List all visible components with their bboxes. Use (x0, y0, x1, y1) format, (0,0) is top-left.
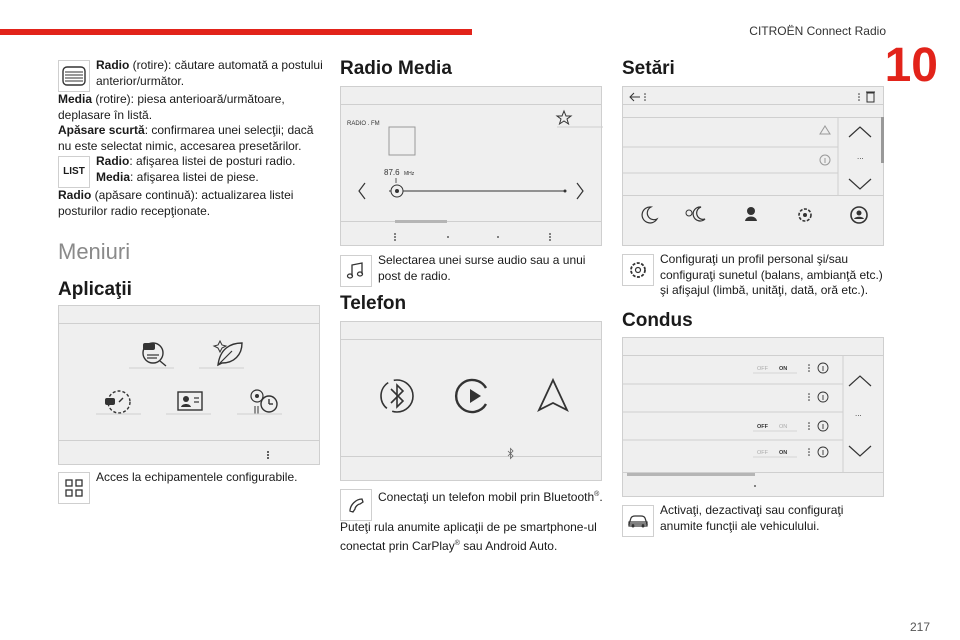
apps-grid-icon (64, 478, 84, 498)
radio-frequency-unit: MHz (404, 171, 415, 177)
svg-text:...: ... (855, 409, 862, 418)
phone-heading: Telefon (340, 293, 407, 314)
phone-handset-icon-box (340, 489, 372, 521)
phone-screen (340, 321, 602, 481)
apps-screen-drawing (59, 306, 321, 466)
header-red-bar (0, 29, 472, 35)
short-press-para (58, 123, 324, 154)
radio-desc-text: Selectarea unei surse audio sau a unui post de radio. (378, 253, 586, 283)
settings-screen-drawing (623, 87, 885, 247)
drive-row4-on[interactable]: ON (779, 450, 788, 456)
drive-page-indicator (627, 473, 755, 476)
drive-row4-off[interactable]: OFF (757, 450, 768, 456)
radio-source-label: RADIO . FM (347, 121, 380, 127)
timer-app-icon[interactable] (105, 391, 130, 413)
messages-app-icon[interactable] (143, 343, 166, 366)
drive-row2-info-icon[interactable] (818, 392, 828, 402)
settings-back-arrow-icon[interactable] (630, 93, 640, 101)
settings-scrollbar[interactable] (881, 117, 884, 163)
radio-list-text: : afişarea listei de posturi radio. (129, 154, 296, 168)
phone-handset-icon (346, 495, 366, 515)
drive-row4-dots-icon[interactable] (808, 448, 810, 456)
phone-desc-sup-1: ® (594, 491, 600, 498)
radio-album-art (389, 127, 415, 155)
drive-row3-dots-icon[interactable] (808, 422, 810, 430)
settings-scroll-up-icon[interactable] (849, 127, 871, 137)
drive-row1-off[interactable]: OFF (757, 366, 768, 372)
header-title: CITROËN Connect Radio (749, 24, 886, 38)
settings-gear-icon (627, 259, 649, 281)
long-press-text: (apăsare continuă): actualizarea listei posturilor radio recepţionate. (58, 188, 294, 218)
media-rotate-text: (rotire): piesa anterioară/următoare, deplasare în listă. (58, 92, 285, 122)
drive-scroll-up-icon[interactable] (849, 376, 871, 386)
drive-desc-block (622, 503, 888, 537)
settings-desc-block (622, 252, 888, 299)
drive-heading: Condus (622, 310, 693, 331)
radio-desc-block (340, 253, 606, 287)
phone-desc-text-1-end: . (599, 490, 603, 504)
phone-desc-text-2b: sau Android Auto. (459, 538, 558, 553)
list-button-block (58, 154, 324, 188)
phone-bluetooth-status-icon (508, 449, 513, 459)
radio-menu-dots-icon[interactable] (394, 233, 396, 241)
radio-screen (340, 86, 602, 246)
profile-settings-icon[interactable] (745, 207, 757, 221)
phone-desc-block (340, 487, 606, 521)
media-label: Media (58, 92, 93, 106)
radio-more-options-icon[interactable] (549, 233, 551, 241)
svg-text:...: ... (857, 152, 864, 161)
list-icon: LIST (63, 166, 85, 178)
drive-row3-info-icon[interactable] (818, 421, 828, 431)
apps-screen (58, 305, 320, 465)
settings-screen (622, 86, 884, 246)
car-icon-box (622, 505, 654, 537)
brightness-mode-icon[interactable] (686, 207, 705, 221)
drive-screen-drawing (623, 338, 885, 498)
drive-row2-dots-icon[interactable] (808, 393, 810, 401)
phone-desc-block-2 (340, 520, 606, 554)
contacts-app-icon[interactable] (178, 392, 202, 410)
settings-warning-icon (820, 126, 830, 134)
settings-desc-text: Configuraţi un profil personal şi/sau configuraţi sunetul (balans, ambianţă etc.) şi afişajul (limbă, unităţi, dată, oră etc.). (660, 252, 883, 297)
radio-label: Radio (96, 58, 130, 72)
day-night-mode-icon[interactable] (642, 207, 657, 223)
settings-gear-icon-box (622, 254, 654, 286)
long-press-para (58, 188, 324, 219)
drive-row3-on[interactable]: ON (779, 424, 788, 430)
phone-desc-text-2a: Puteţi rula anumite aplicaţii de pe smartphone-ul conectat prin CarPlay (340, 520, 597, 553)
phone-desc-sup-2: ® (454, 539, 460, 547)
menus-heading: Meniuri (58, 239, 131, 264)
phone-desc-text-1: Conectaţi un telefon mobil prin Bluetooth (378, 490, 595, 504)
settings-info-icon (820, 155, 830, 165)
climate-timer-icon[interactable] (251, 390, 277, 414)
radio-favorite-star-icon[interactable] (557, 111, 571, 124)
settings-delete-icon[interactable] (866, 92, 875, 102)
music-note-icon-box (340, 255, 372, 287)
drive-screen (622, 337, 884, 497)
drive-row4-info-icon[interactable] (818, 447, 828, 457)
knob-icon-box (58, 60, 90, 92)
drive-row1-dots-icon[interactable] (808, 364, 810, 372)
drive-row1-info-icon[interactable] (818, 363, 828, 373)
radio-screen-drawing (341, 87, 603, 247)
settings-heading: Setări (622, 58, 675, 79)
knob-icon (61, 63, 87, 89)
page-number: 217 (909, 620, 930, 634)
settings-left-dots-icon[interactable] (644, 93, 646, 101)
radio-list-label: Radio (96, 154, 130, 168)
media-list-label: Media (96, 169, 131, 184)
chapter-number: 10 (884, 39, 938, 92)
apps-desc-text: Acces la echipamentele configurabile. (96, 470, 298, 484)
drive-scroll-down-icon[interactable] (849, 446, 871, 456)
radio-tuning-slider-knob[interactable] (391, 185, 403, 197)
phone-screen-drawing (341, 322, 603, 482)
short-press-label: Apăsare scurtă (58, 123, 145, 137)
apps-more-options-icon[interactable] (267, 451, 269, 459)
music-note-icon (346, 261, 366, 281)
privacy-settings-icon[interactable] (851, 207, 867, 223)
eco-leaf-icon[interactable] (214, 341, 242, 365)
radio-next-icon[interactable] (577, 183, 583, 199)
knob-radio-media-block (58, 58, 324, 92)
car-icon (627, 512, 649, 530)
radio-prev-icon[interactable] (359, 183, 365, 199)
drive-row3-off[interactable]: OFF (757, 424, 768, 430)
apps-heading: Aplicaţii (58, 279, 132, 300)
apps-desc-block (58, 470, 324, 504)
radio-frequency: 87.6 (384, 168, 400, 177)
settings-scroll-down-icon[interactable] (849, 179, 871, 189)
drive-row1-on[interactable]: ON (779, 366, 788, 372)
radio-media-heading: Radio Media (340, 58, 452, 79)
short-press-text: : confirmarea unei selecţii; dacă nu este selectat nimic, accesarea presetărilor. (58, 123, 314, 153)
system-settings-gear-icon[interactable] (799, 209, 811, 221)
long-press-label: Radio (58, 188, 92, 202)
media-list-text: : afişarea listei de piese. (130, 169, 259, 184)
carplay-app-icon[interactable] (456, 380, 486, 412)
column-1 (58, 55, 324, 301)
radio-page-indicator (395, 220, 447, 223)
apps-grid-icon-box (58, 472, 90, 504)
drive-desc-text: Activaţi, dezactivaţi sau configuraţi anumite funcţii ale vehiculului. (660, 503, 844, 533)
bluetooth-app-icon[interactable] (381, 380, 413, 412)
settings-right-dots-icon[interactable] (858, 93, 860, 101)
media-rotate-para (58, 92, 324, 123)
list-icon-box (58, 156, 90, 188)
android-auto-app-icon[interactable] (539, 380, 567, 410)
radio-rotate-text: (rotire): căutare automată a postului anterior/următor. (96, 58, 323, 88)
